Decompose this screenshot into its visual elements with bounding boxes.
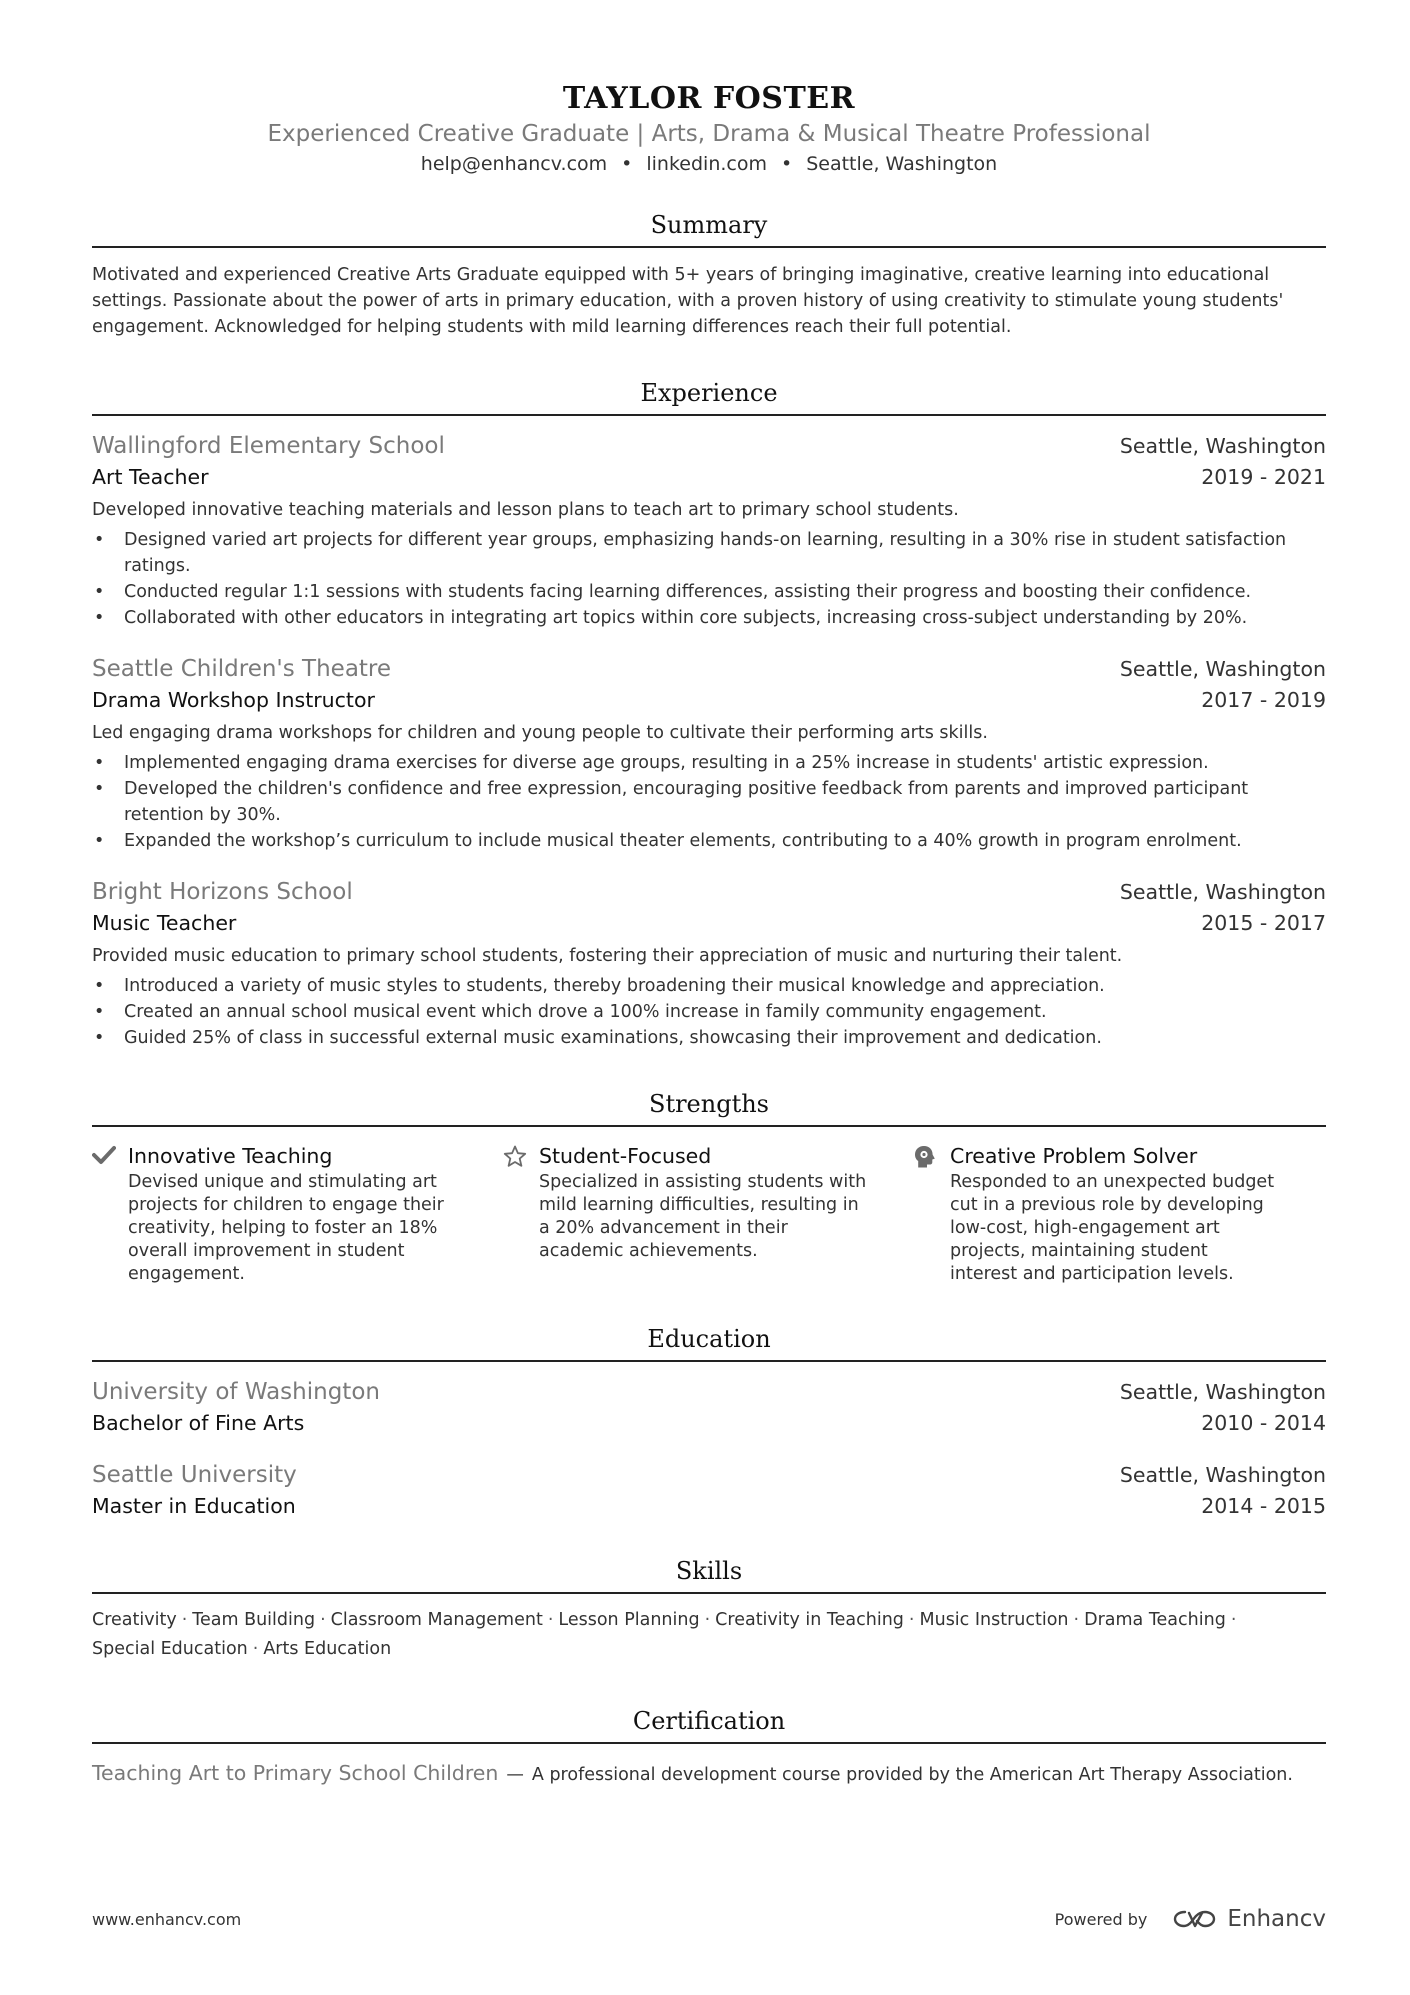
skill-item: Arts Education	[263, 1639, 392, 1659]
section-title: Experience	[92, 376, 1326, 416]
education-entry	[92, 1376, 1326, 1439]
head-gear-icon	[914, 1145, 936, 1169]
education-entry	[92, 1459, 1326, 1522]
powered-by-label: Powered by	[1054, 1909, 1148, 1929]
job-title: Drama Workshop Instructor	[92, 688, 375, 712]
resume-header	[92, 80, 1326, 178]
certification-section	[92, 1704, 1326, 1790]
school-location: Seattle, Washington	[1119, 1380, 1326, 1404]
strength-description: Specialized in assisting students with mild learning difficulties, resulting in a 20% advancement in their academic achievements.	[539, 1172, 867, 1261]
skill-separator: ·	[547, 1610, 554, 1630]
school-location: Seattle, Washington	[1119, 1463, 1326, 1487]
section-title: Education	[92, 1322, 1326, 1362]
experience-entry	[92, 430, 1326, 631]
enhancv-brand-name: Enhancv	[1227, 1906, 1326, 1932]
employer-name: Bright Horizons School	[92, 879, 353, 905]
list-item: • Developed the children's confidence and free expression, encouraging positive feedback from parents and improved participant retention by 30%.	[124, 776, 1326, 828]
job-title: Art Teacher	[92, 465, 209, 489]
school-name: Seattle University	[92, 1462, 297, 1488]
skill-separator: ·	[1073, 1610, 1080, 1630]
list-item: • Expanded the workshop’s curriculum to include musical theater elements, contributing to a 40% growth in program enrolment.	[124, 828, 1326, 854]
skill-item: Music Instruction	[919, 1610, 1069, 1630]
job-location: Seattle, Washington	[1119, 880, 1326, 904]
skill-item: Creativity	[92, 1610, 177, 1630]
list-item: • Introduced a variety of music styles to students, thereby broadening their musical knowledge and appreciation.	[124, 973, 1326, 999]
section-title: Strengths	[92, 1087, 1326, 1127]
strength-title: Creative Problem Solver	[950, 1144, 1198, 1168]
summary-text: Motivated and experienced Creative Arts Graduate equipped with 5+ years of bringing imaginative, creative learning into educational settings. Passionate about the power of arts in primary education, with a proven history of using creativity to stimulate young students' engagement. Acknowledged for helping students with mild learning differences reach their full potential.	[92, 265, 1284, 337]
skill-separator: ·	[908, 1610, 915, 1630]
degree-name: Bachelor of Fine Arts	[92, 1411, 305, 1435]
skill-item: Lesson Planning	[558, 1610, 700, 1630]
certification-description: A professional development course provided by the American Art Therapy Association.	[531, 1765, 1293, 1785]
list-item: • Conducted regular 1:1 sessions with students facing learning differences, assisting their progress and boosting their confidence.	[124, 579, 1326, 605]
contact-separator: •	[621, 153, 633, 175]
star-icon	[503, 1145, 527, 1168]
section-title: Summary	[92, 208, 1326, 248]
list-item: • Designed varied art projects for different year groups, emphasizing hands-on learning, resulting in a 30% rise in student satisfaction ratings.	[124, 527, 1326, 579]
employer-name: Wallingford Elementary School	[92, 433, 445, 459]
job-description: Led engaging drama workshops for children and young people to cultivate their performing arts skills.	[92, 723, 988, 743]
skill-separator: ·	[320, 1610, 326, 1630]
strength-item	[503, 1141, 914, 1286]
strength-item	[92, 1141, 503, 1286]
section-title: Skills	[92, 1554, 1326, 1594]
strength-title: Innovative Teaching	[128, 1144, 333, 1168]
skill-item: Team Building	[192, 1610, 316, 1630]
powered-by	[1055, 1906, 1326, 1932]
degree-name: Master in Education	[92, 1494, 296, 1518]
contact-linkedin[interactable]: linkedin.com	[646, 153, 767, 175]
job-bullets	[92, 973, 1326, 1051]
education-dates: 2014 - 2015	[1201, 1494, 1326, 1518]
education-dates: 2010 - 2014	[1201, 1411, 1326, 1435]
certification-name: Teaching Art to Primary School Children	[92, 1761, 499, 1785]
skill-separator: ·	[252, 1639, 259, 1659]
skill-item: Classroom Management	[330, 1610, 543, 1630]
education-section	[92, 1322, 1326, 1522]
job-title: Music Teacher	[92, 911, 237, 935]
skill-item: Special Education	[92, 1639, 248, 1659]
section-title: Certification	[92, 1704, 1326, 1744]
enhancv-logo-icon	[1171, 1907, 1219, 1931]
skills-list	[92, 1606, 1326, 1664]
job-dates: 2019 - 2021	[1201, 465, 1326, 489]
list-item: • Collaborated with other educators in integrating art topics within core subjects, increasing cross-subject understanding by 20%.	[124, 605, 1326, 631]
strengths-list	[92, 1141, 1326, 1286]
job-dates: 2015 - 2017	[1201, 911, 1326, 935]
strengths-section	[92, 1087, 1326, 1286]
candidate-name: TAYLOR FOSTER	[562, 81, 856, 116]
checkmark-icon	[92, 1145, 116, 1165]
school-name: University of Washington	[92, 1379, 380, 1405]
summary-section	[92, 208, 1326, 340]
page-footer	[92, 1906, 1326, 1932]
job-bullets	[92, 750, 1326, 854]
list-item: • Guided 25% of class in successful external music examinations, showcasing their improvement and dedication.	[124, 1025, 1326, 1051]
experience-entry	[92, 876, 1326, 1051]
job-bullets	[92, 527, 1326, 631]
employer-name: Seattle Children's Theatre	[92, 656, 392, 682]
job-location: Seattle, Washington	[1119, 657, 1326, 681]
list-item: • Created an annual school musical event which drove a 100% increase in family community engagement.	[124, 999, 1326, 1025]
job-dates: 2017 - 2019	[1201, 688, 1326, 712]
job-description: Developed innovative teaching materials and lesson plans to teach art to primary school students.	[92, 500, 959, 520]
experience-section	[92, 376, 1326, 1051]
skill-separator: ·	[1230, 1610, 1237, 1630]
skill-item: Creativity in Teaching	[715, 1610, 904, 1630]
job-location: Seattle, Washington	[1119, 434, 1326, 458]
skill-item: Drama Teaching	[1084, 1610, 1226, 1630]
strength-title: Student-Focused	[539, 1144, 712, 1168]
skill-separator: ·	[181, 1610, 188, 1630]
contact-separator: •	[781, 153, 793, 175]
candidate-tagline: Experienced Creative Graduate | Arts, Drama & Musical Theatre Professional	[267, 121, 1151, 147]
certification-entry	[92, 1758, 1326, 1790]
strength-description: Devised unique and stimulating art projects for children to engage their creativity, helping to foster an 18% overall improvement in student engagement.	[128, 1172, 444, 1284]
experience-entry	[92, 653, 1326, 854]
list-item: • Implemented engaging drama exercises for diverse age groups, resulting in a 25% increase in students' artistic expression.	[124, 750, 1326, 776]
strength-description: Responded to an unexpected budget cut in a previous role by developing low-cost, high-engagement art projects, maintaining student interest and participation levels.	[950, 1172, 1275, 1284]
resume-page	[92, 80, 1326, 1790]
skill-separator: ·	[704, 1610, 711, 1630]
job-description: Provided music education to primary school students, fostering their appreciation of music and nurturing their talent.	[92, 946, 1123, 966]
contact-location: Seattle, Washington	[806, 153, 998, 175]
footer-website-link[interactable]: www.enhancv.com	[92, 1909, 242, 1929]
strength-item	[914, 1141, 1325, 1286]
certification-dash: —	[506, 1765, 524, 1785]
skills-section	[92, 1554, 1326, 1664]
contact-email[interactable]: help@enhancv.com	[420, 153, 608, 175]
contact-line	[92, 150, 1326, 178]
